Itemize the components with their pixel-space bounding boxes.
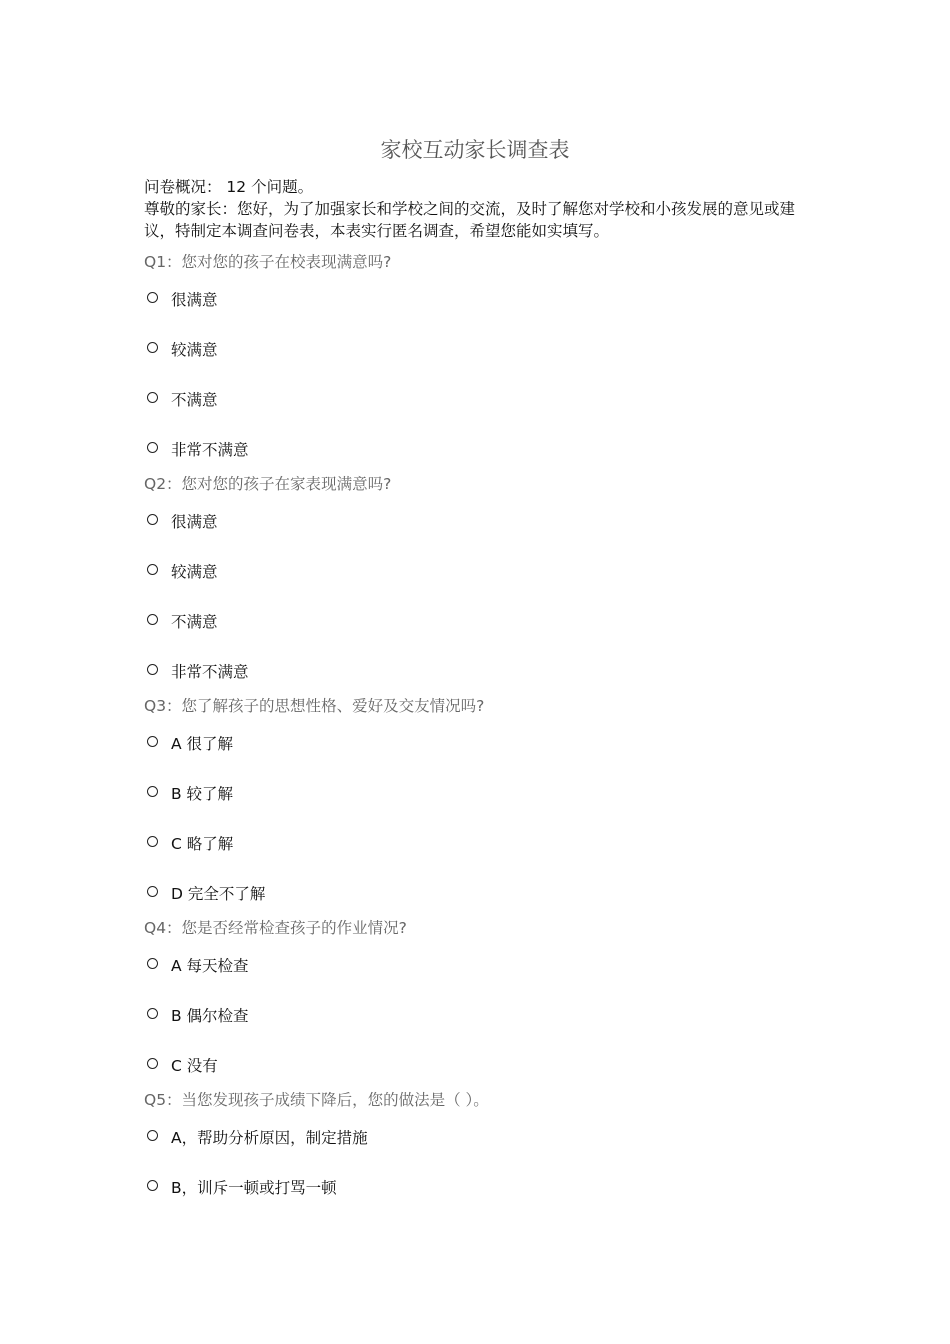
option-label: D 完全不了解: [171, 885, 266, 903]
radio-circle-icon[interactable]: [147, 614, 158, 625]
option-label: A，帮助分析原因，制定措施: [171, 1129, 368, 1147]
radio-circle-icon[interactable]: [147, 392, 158, 403]
option-label: 不满意: [171, 613, 218, 631]
radio-option[interactable]: [144, 564, 814, 614]
question-2: [144, 472, 814, 694]
question-text: Q1：您对您的孩子在校表现满意吗?: [144, 253, 392, 271]
option-label: 较满意: [171, 341, 218, 359]
radio-option[interactable]: [144, 392, 814, 442]
question-5: [144, 1088, 814, 1210]
question-3: [144, 694, 814, 916]
survey-intro: [144, 176, 814, 242]
radio-circle-icon[interactable]: [147, 836, 158, 847]
radio-circle-icon[interactable]: [147, 958, 158, 969]
radio-circle-icon[interactable]: [147, 514, 158, 525]
radio-option[interactable]: [144, 614, 814, 664]
option-label: 很满意: [171, 513, 218, 531]
question-text: Q5：当您发现孩子成绩下降后，您的做法是（ ）。: [144, 1091, 489, 1109]
radio-circle-icon[interactable]: [147, 736, 158, 747]
radio-option[interactable]: [144, 1130, 814, 1180]
option-group: [144, 958, 814, 1088]
question-list: [144, 250, 814, 1210]
radio-circle-icon[interactable]: [147, 886, 158, 897]
radio-circle-icon[interactable]: [147, 1130, 158, 1141]
radio-option[interactable]: [144, 292, 814, 342]
radio-option[interactable]: [144, 1058, 814, 1088]
question-text: Q3：您了解孩子的思想性格、爱好及交友情况吗?: [144, 697, 485, 715]
option-label: 不满意: [171, 391, 218, 409]
radio-circle-icon[interactable]: [147, 1058, 158, 1069]
option-label: 较满意: [171, 563, 218, 581]
radio-circle-icon[interactable]: [147, 664, 158, 675]
option-label: 非常不满意: [171, 663, 249, 681]
option-label: C 略了解: [171, 835, 234, 853]
radio-circle-icon[interactable]: [147, 1008, 158, 1019]
question-text: Q2：您对您的孩子在家表现满意吗?: [144, 475, 392, 493]
option-group: [144, 292, 814, 472]
option-group: [144, 736, 814, 916]
option-label: C 没有: [171, 1057, 218, 1075]
radio-circle-icon[interactable]: [147, 786, 158, 797]
survey-description: 尊敬的家长：您好，为了加强家长和学校之间的交流，及时了解您对学校和小孩发展的意见或建议，特制定本调查问卷表，本表实行匿名调查，希望您能如实填写。: [144, 200, 796, 240]
option-label: 非常不满意: [171, 441, 249, 459]
page-title: 家校互动家长调查表: [380, 138, 570, 162]
radio-option[interactable]: [144, 886, 814, 916]
radio-option[interactable]: [144, 1180, 814, 1210]
radio-option[interactable]: [144, 736, 814, 786]
radio-circle-icon[interactable]: [147, 564, 158, 575]
radio-circle-icon[interactable]: [147, 442, 158, 453]
radio-circle-icon[interactable]: [147, 342, 158, 353]
radio-option[interactable]: [144, 958, 814, 1008]
option-group: [144, 514, 814, 694]
option-label: 很满意: [171, 291, 218, 309]
radio-option[interactable]: [144, 1008, 814, 1058]
option-label: A 每天检查: [171, 957, 249, 975]
question-text: Q4：您是否经常检查孩子的作业情况?: [144, 919, 407, 937]
option-label: A 很了解: [171, 735, 234, 753]
question-4: [144, 916, 814, 1088]
radio-circle-icon[interactable]: [147, 292, 158, 303]
radio-option[interactable]: [144, 342, 814, 392]
option-group: [144, 1130, 814, 1210]
radio-option[interactable]: [144, 514, 814, 564]
radio-option[interactable]: [144, 836, 814, 886]
option-label: B，训斥一顿或打骂一顿: [171, 1179, 337, 1197]
option-label: B 偶尔检查: [171, 1007, 249, 1025]
radio-circle-icon[interactable]: [147, 1180, 158, 1191]
radio-option[interactable]: [144, 664, 814, 694]
survey-overview: 问卷概况： 12 个问题。: [144, 178, 314, 196]
option-label: B 较了解: [171, 785, 234, 803]
question-1: [144, 250, 814, 472]
radio-option[interactable]: [144, 786, 814, 836]
radio-option[interactable]: [144, 442, 814, 472]
